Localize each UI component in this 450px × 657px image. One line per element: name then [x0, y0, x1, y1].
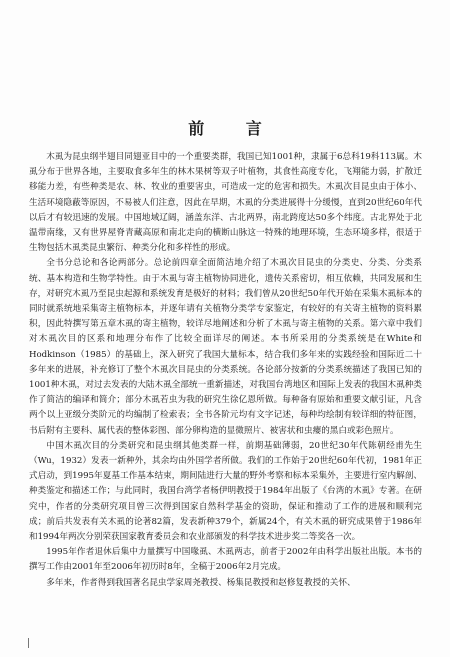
- preface-body: [29, 150, 422, 591]
- page-title: 前 言: [188, 119, 280, 138]
- paragraph: 全书分总论和各论两部分。总论前四章全面简洁地介绍了木虱次目昆虫的分类史、分类、分类系统、基本构造和生物学特性。由于木虱与寄主植物协同进化，遗传关系密切，相互依赖，共同发展和生存，对研究木虱乃至昆虫起源和系统发育是极好的材料；我们曾从20世纪50年代开始在采集木虱标本的同时就系统地采集寄主植物标本，并逐年请有关植物分类学专家鉴定，有较好的有关寄主植物的资料累积，因此特撰写第五章木虱的寄主植物，较详尽地阐述和分析了木虱与寄主植物的关系。第六章中我们对木虱次目的区系和地理分布作了比较全面详尽的阐述。本书所采用的分类系统是在White和Hodkinson（1985）的基础上，深入研究了我国大量标本，结合我们多年来的实践经验和国际近二十多年来的进展，补充修订了整个木虱次目昆虫的分类系统。各论部分按新的分类系统描述了我国已知的1001种木虱，对过去发表的大陆木虱全部统一重新描述，对我国台湾地区和国际上发表的我国木虱种类作了简洁的编译和简介；部分木虱若虫为我的研究生徐亿恩所做。每种备有原始和重要文献引证，凡含两个以上亚级分类阶元的均编制了检索表；全书各阶元均有文字记述，每种均绘制有较详细的特征图，书后附有主要科、属代表的整体彩图、部分卵构造的显微照片、被害状和虫瘿的黑白或彩色照片。: [29, 258, 422, 436]
- paragraph: 多年来，作者得到我国著名昆虫学家周尧教授、杨集昆教授和赵修复教授的关怀、: [46, 577, 356, 588]
- paragraph: 中国木虱次目的分类研究和昆虫纲其他类群一样，前期基础薄弱，20世纪30年代陈朝经甫先生（Wu，1932）发表一新种外，其余均由外国学者所做。我们的工作始于20世纪60年代初，1981年正式启动，到1995年夏基工作基本结束，期间陆进行大量的野外考察和标本采集外，主要进行室内解剖、种类鉴定和描述工作；与此同时，我国台湾学者杨伊明教授于1984年出版了《台湾的木虱》专著。在研究中，作者的分类研究项目曾三次得到国家自然科学基金的资助，保证和推动了工作的进展和顺利完成；前后共发表有关木虱的论著82篇，发表新种379个，新属24个，有关木虱的研究成果曾于1986年和1994年两次分别荣获国家教育委员会和农业部颁发的科学技术进步奖二等奖各一次。: [29, 440, 422, 543]
- paragraph: 木虱为昆虫纲半翅目同翅亚目中的一个重要类群，我国已知1001种，隶属于6总科19科113属。木虱分布于世界各地，主要取食多年生的林木果树等双子叶植物，其食性高度专化，飞翔能力弱，扩散迁移能力差，有些种类是农、林、牧业的重要害虫，可造成一定的危害和损失。木虱次目昆虫由于体小、生活环境隐蔽等原因，不易被人们注意，因此在早期，木虱的分类进展得十分缓慢，直到20世纪60年代以后才有较迅速的发展。中国地域辽阔，涵盖东洋、古北两界，南北跨度达50多个纬度。古北界处于北温带南缘，又有世界屋脊青藏高原和南北走向的横断山脉这一特殊的地理环境，生态环境多样，很适于生物包括木虱类昆虫繁衍、种类分化和多样性的形成。: [29, 152, 422, 254]
- paragraph: 1995年作者退休后集中力量撰写中国喙虱、木虱两志，前者于2002年由科学出版社出版。本书的撰写工作由2001年至2006年初历时8年，全稿于2006年2月完成。: [29, 547, 422, 573]
- page-edge-mark: [28, 638, 29, 648]
